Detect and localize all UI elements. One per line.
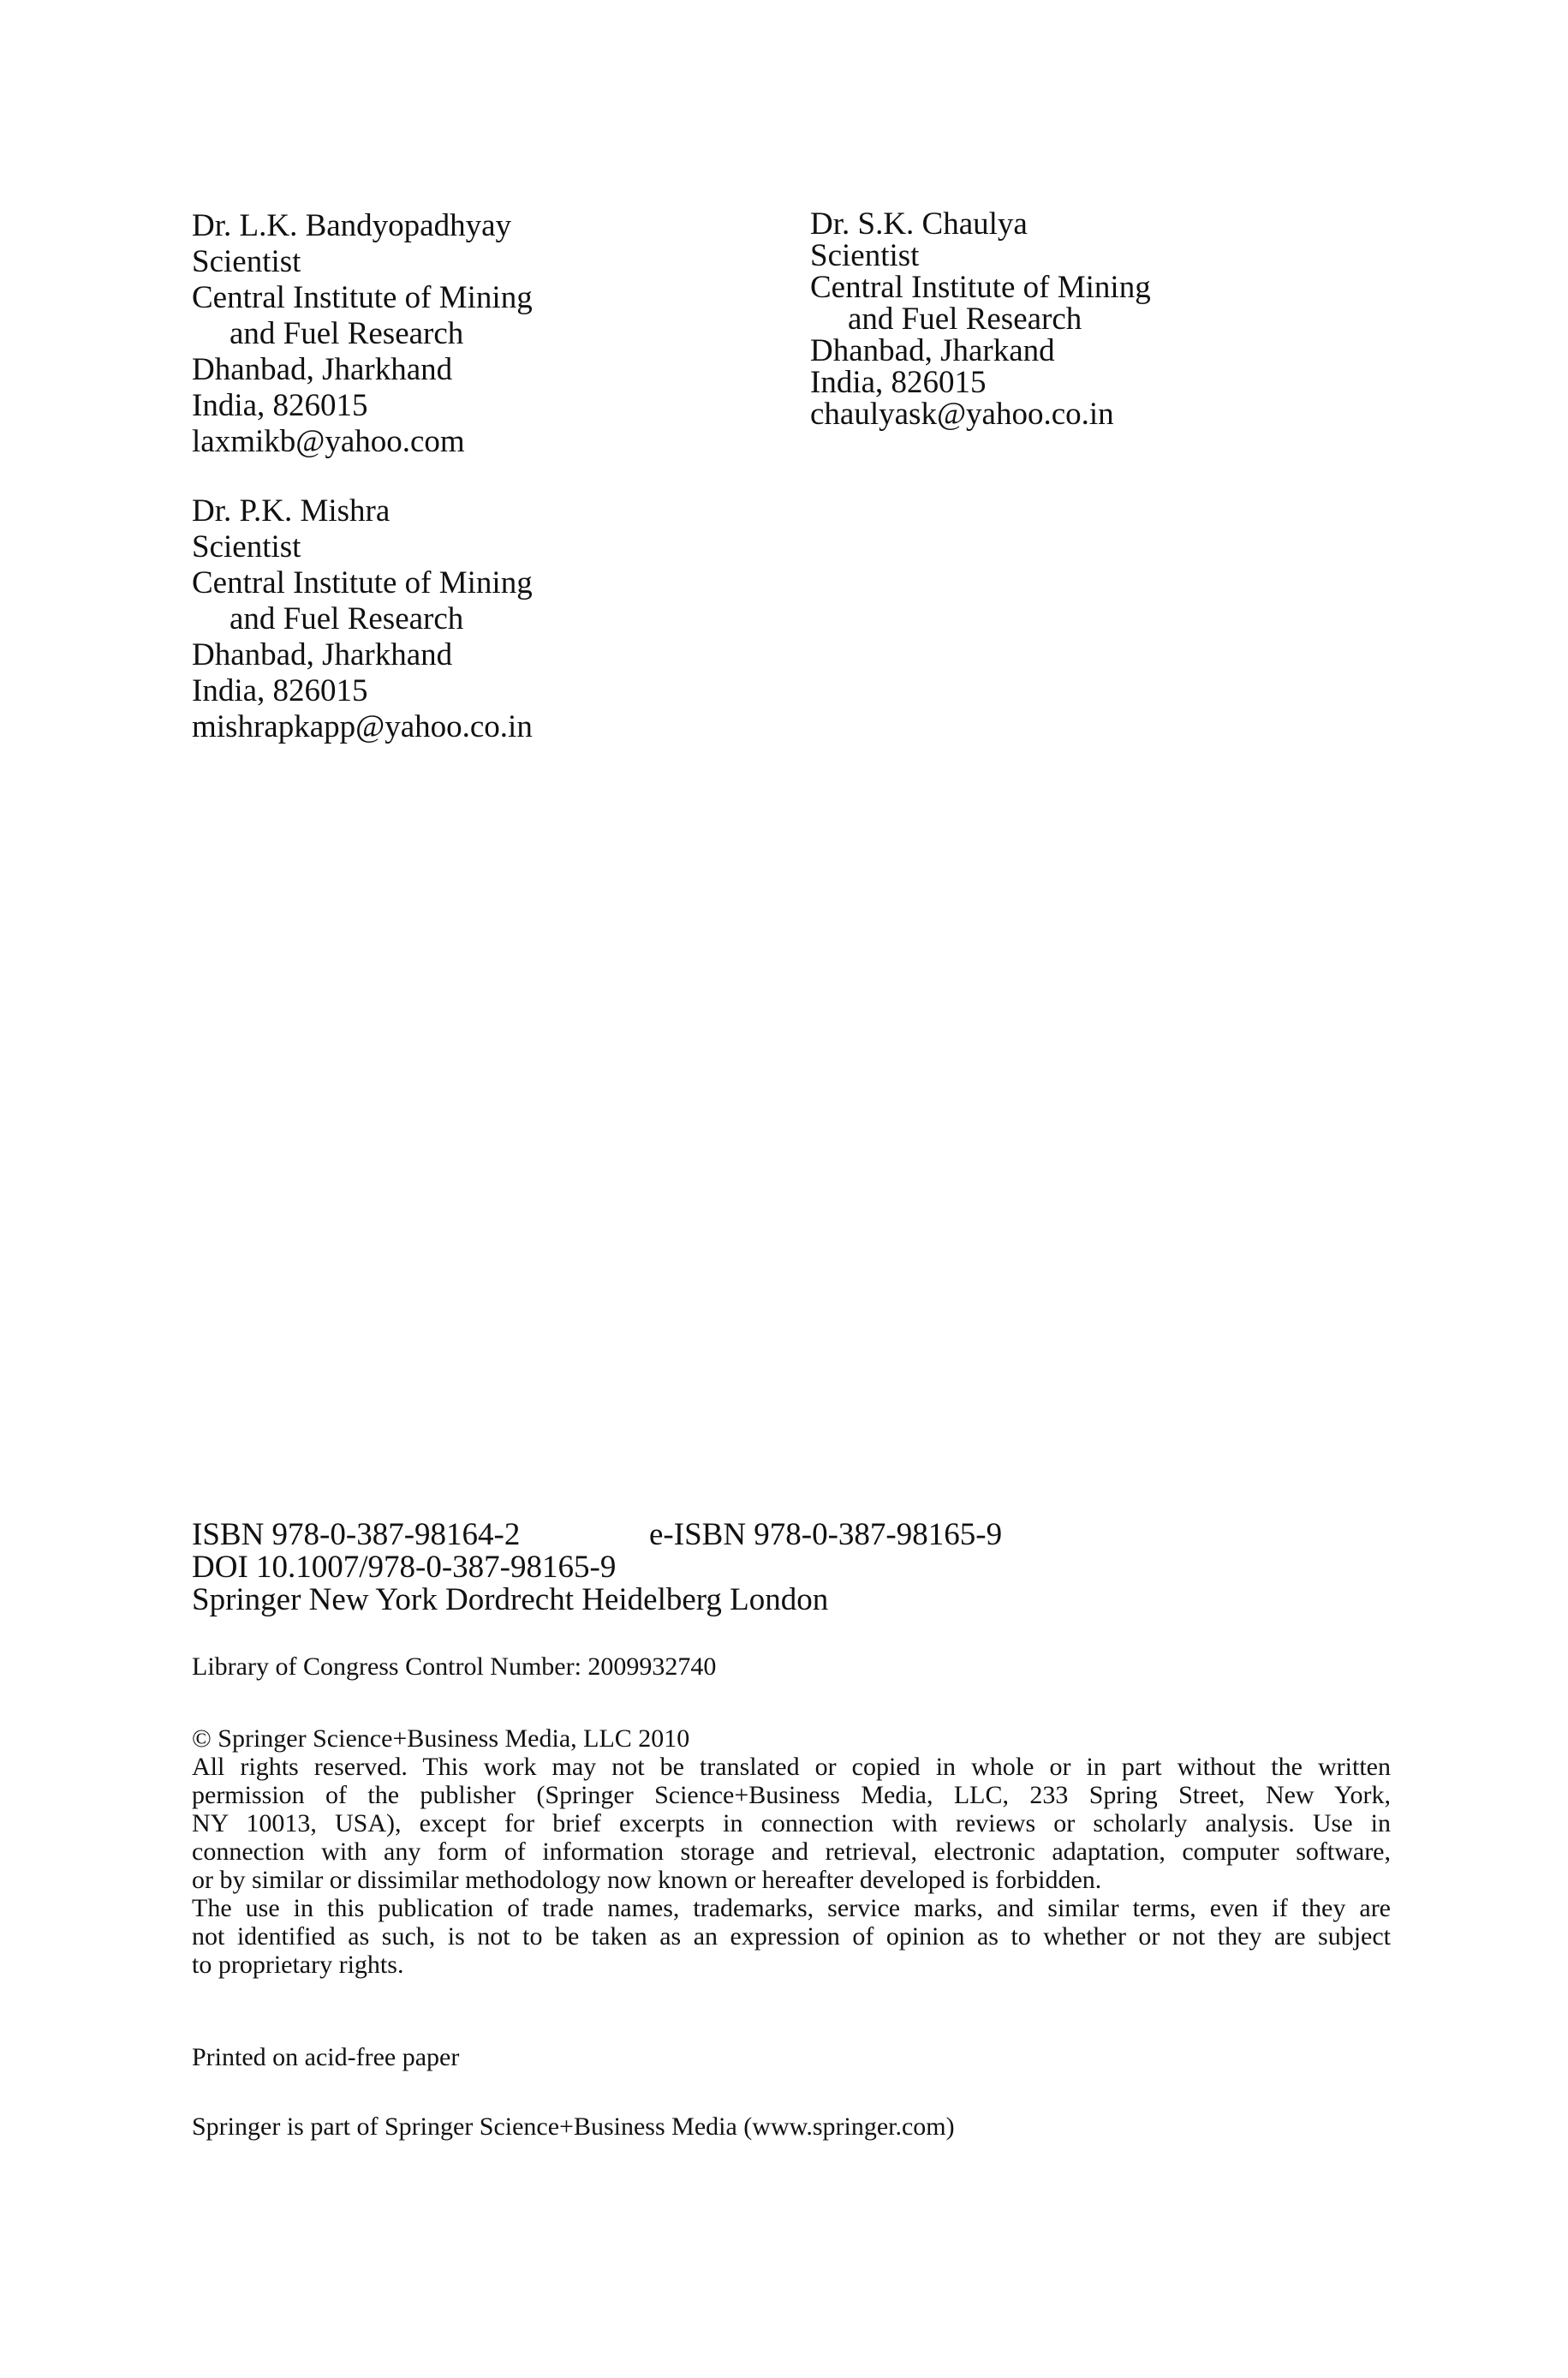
author-city: Dhanbad, Jharkhand <box>192 637 453 672</box>
trademark-line: The use in this publication of trade names, trademarks, service marks, and similar terms, even if they are <box>192 1894 1391 1922</box>
author-email: laxmikb@yahoo.com <box>192 424 465 459</box>
author-name: Dr. S.K. Chaulya <box>810 206 1028 242</box>
author-country: India, 826015 <box>810 365 987 400</box>
publisher-locations: Springer New York Dordrecht Heidelberg London <box>192 1582 829 1617</box>
doi: DOI 10.1007/978-0-387-98165-9 <box>192 1550 617 1585</box>
author-block-bandyopadhyay <box>192 208 533 460</box>
loc-control-number: Library of Congress Control Number: 2009932740 <box>192 1652 717 1681</box>
author-city: Dhanbad, Jharkhand <box>192 352 453 387</box>
printed-on-paper: Printed on acid-free paper <box>192 2043 460 2071</box>
author-block-chaulya <box>810 208 1151 430</box>
author-institute-cont: and Fuel Research <box>230 601 464 636</box>
author-name: Dr. P.K. Mishra <box>192 493 391 529</box>
author-title: Scientist <box>192 529 301 565</box>
springer-note <box>192 2112 1391 2141</box>
rights-line: NY 10013, USA), except for brief excerpts in connection with reviews or scholarly analysis. Use in <box>192 1809 1391 1837</box>
author-country: India, 826015 <box>192 388 368 423</box>
author-title: Scientist <box>192 244 301 279</box>
author-city: Dhanbad, Jharkand <box>810 333 1055 368</box>
isbn: ISBN 978-0-387-98164-2 <box>192 1517 521 1552</box>
copyright-notice <box>192 1724 1391 1979</box>
rights-line: connection with any form of information storage and retrieval, electronic adaptation, computer software, <box>192 1837 1391 1866</box>
springer-affiliation: Springer is part of Springer Science+Business Media (www.springer.com) <box>192 2112 955 2141</box>
author-institute: Central Institute of Mining <box>192 280 533 315</box>
author-email: chaulyask@yahoo.co.in <box>810 397 1114 432</box>
copyright-line: © Springer Science+Business Media, LLC 2010 <box>192 1724 690 1753</box>
rights-line: All rights reserved. This work may not be translated or copied in whole or in part without the written <box>192 1753 1391 1781</box>
rights-line: permission of the publisher (Springer Science+Business Media, LLC, 233 Spring Street, New York, <box>192 1781 1391 1809</box>
author-title: Scientist <box>810 238 920 273</box>
author-institute-cont: and Fuel Research <box>848 302 1082 337</box>
trademark-line: to proprietary rights. <box>192 1951 404 1979</box>
printed-note <box>192 2043 1391 2071</box>
library-of-congress <box>192 1652 1391 1681</box>
author-email: mishrapkapp@yahoo.co.in <box>192 709 533 744</box>
publication-info <box>192 1519 1002 1616</box>
author-block-mishra <box>192 493 533 745</box>
author-institute: Central Institute of Mining <box>810 270 1151 305</box>
e-isbn: e-ISBN 978-0-387-98165-9 <box>649 1517 1003 1552</box>
author-institute-cont: and Fuel Research <box>230 316 464 351</box>
trademark-line: not identified as such, is not to be taken as an expression of opinion as to whether or not they are subject <box>192 1922 1391 1951</box>
author-name: Dr. L.K. Bandyopadhyay <box>192 208 512 243</box>
author-institute: Central Institute of Mining <box>192 565 533 600</box>
author-country: India, 826015 <box>192 673 368 708</box>
isbn-row <box>192 1519 1002 1551</box>
rights-line: or by similar or dissimilar methodology now known or hereafter developed is forbidden. <box>192 1866 1102 1894</box>
